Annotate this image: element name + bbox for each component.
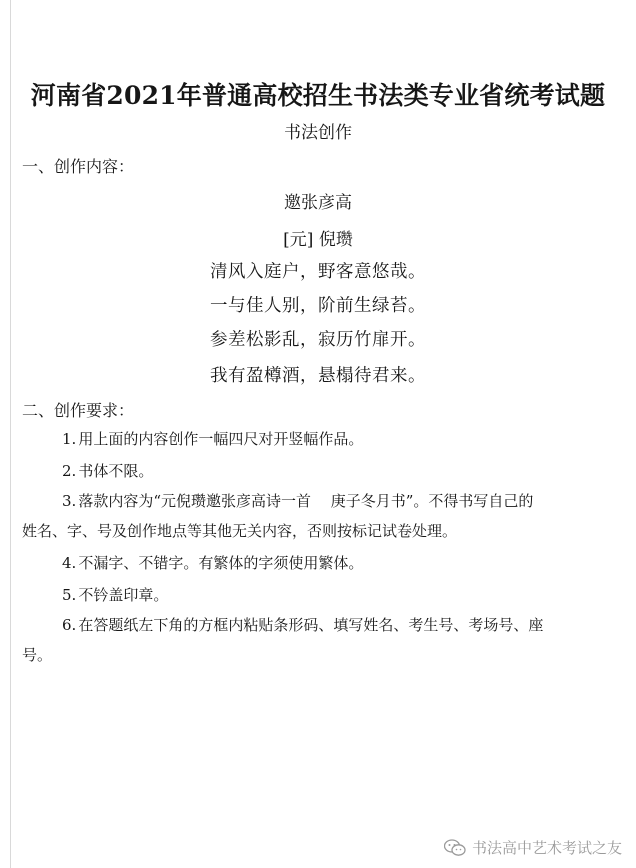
requirement-item — [62, 552, 363, 573]
poem-line: 我有盈樽酒，悬榻待君来。 — [210, 366, 426, 386]
requirement-continuation: 姓名、字、号及创作地点等其他无关内容，否则按标记试卷处理。 — [22, 522, 458, 540]
requirement-text: 不钤盖印章。 — [78, 586, 169, 604]
requirement-item — [62, 614, 543, 635]
poem-line: 一与佳人别，阶前生绿苔。 — [210, 296, 426, 316]
document-title: 河南省2021年普通高校招生书法类专业省统考试题 — [30, 81, 606, 110]
requirement-text: 用上面的内容创作一幅四尺对开竖幅作品。 — [78, 430, 364, 448]
section-heading-requirements: 二、创作要求： — [22, 401, 135, 420]
poem-line: 清风入庭户，野客意悠哉。 — [210, 262, 426, 282]
wechat-icon — [444, 839, 466, 857]
poem-author: [元] 倪瓒 — [283, 230, 353, 250]
requirement-text: 不漏字、不错字。有繁体的字须使用繁体。 — [78, 554, 364, 572]
document-subtitle: 书法创作 — [284, 123, 352, 143]
requirement-text: 在答题纸左下角的方框内粘贴条形码、填写姓名、考生号、考场号、座 — [78, 616, 544, 634]
poem-line: 参差松影乱，寂历竹扉开。 — [210, 330, 426, 350]
requirement-item — [62, 490, 533, 511]
requirement-number: 6. — [62, 616, 77, 634]
requirement-continuation: 号。 — [22, 646, 53, 664]
watermark — [444, 837, 622, 858]
requirement-number: 1. — [62, 430, 77, 448]
requirement-item — [62, 584, 168, 605]
requirement-number: 3. — [62, 492, 77, 510]
watermark-text: 书法高中艺术考试之友 — [471, 839, 622, 857]
requirement-item — [62, 428, 363, 449]
section-heading-content: 一、创作内容： — [22, 157, 135, 176]
requirement-number: 5. — [62, 586, 77, 604]
requirement-text: 书体不限。 — [78, 462, 154, 480]
poem-title: 邀张彦高 — [284, 193, 352, 213]
requirement-text: 落款内容为“元倪瓒邀张彦高诗一首 庚子冬月书”。不得书写自己的 — [78, 492, 534, 510]
requirement-number: 2. — [62, 462, 77, 480]
requirement-item — [62, 460, 153, 481]
requirement-number: 4. — [62, 554, 77, 572]
